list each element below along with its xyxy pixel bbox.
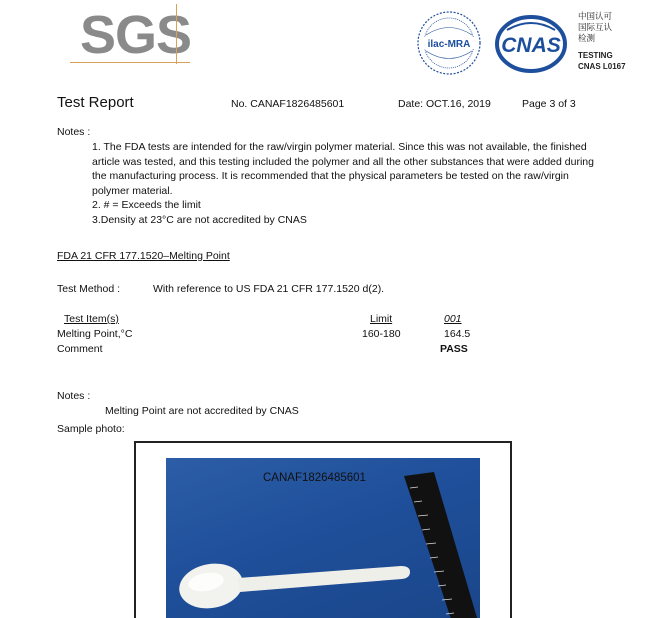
note-item: 2. # = Exceeds the limit <box>92 199 201 211</box>
cnas-code: CNAS L0167 <box>578 62 626 71</box>
test-method-label: Test Method : <box>57 283 121 295</box>
cnas-testing-label <box>578 50 626 72</box>
notes-label: Notes : <box>57 126 91 138</box>
table-row-result: PASS <box>440 343 468 355</box>
ilac-mra-logo <box>416 10 482 76</box>
table-row-limit: 160-180 <box>362 328 401 340</box>
report-title: Test Report <box>57 94 134 111</box>
sgs-logo-underline <box>70 62 190 63</box>
cnas-logo <box>493 14 569 74</box>
cnas-testing: TESTING <box>578 51 613 60</box>
notes-list <box>92 140 607 227</box>
section-title: FDA 21 CFR 177.1520–Melting Point <box>57 250 230 262</box>
notes2-label: Notes : <box>57 390 91 402</box>
sample-photo-label: Sample photo: <box>57 423 125 435</box>
cnas-chinese-line: 检测 <box>578 34 596 44</box>
report-number: No. CANAF1826485601 <box>231 98 345 110</box>
notes2-text: Melting Point are not accredited by CNAS <box>105 405 299 417</box>
note-item: 3.Density at 23°C are not accredited by CNAS <box>92 213 307 226</box>
table-header-sample: 001 <box>444 313 462 325</box>
note-item: 1. The FDA tests are intended for the raw/virgin polymer material. Since this was not available, the finished article was tested, and this testing included the polymer and all the other substances that were added during the manufacturing process. It is recommended that the physical parameters be tested on the raw/virgin polymer material. <box>92 141 594 197</box>
table-row-result: 164.5 <box>444 328 471 340</box>
sgs-logo-rule <box>176 4 193 64</box>
sgs-logo: SGS <box>80 5 192 65</box>
table-header-limit: Limit <box>370 313 393 325</box>
report-page-number: Page 3 of 3 <box>522 98 576 110</box>
table-header-item: Test Item(s) <box>64 313 119 325</box>
ilac-text: ilac-MRA <box>427 39 471 50</box>
photo-sample-number: CANAF1826485601 <box>263 472 366 484</box>
cnas-chinese-label <box>578 12 612 45</box>
test-method-value: With reference to US FDA 21 CFR 177.1520 d(2). <box>153 283 385 295</box>
cnas-text: CNAS <box>501 34 561 57</box>
cnas-chinese-line: 国际互认 <box>578 23 613 33</box>
sample-photo <box>166 458 480 618</box>
cnas-chinese-line: 中国认可 <box>578 12 613 22</box>
table-row-item: Comment <box>57 343 103 355</box>
report-date: Date: OCT.16, 2019 <box>398 98 491 110</box>
table-row-item: Melting Point,°C <box>57 328 133 340</box>
